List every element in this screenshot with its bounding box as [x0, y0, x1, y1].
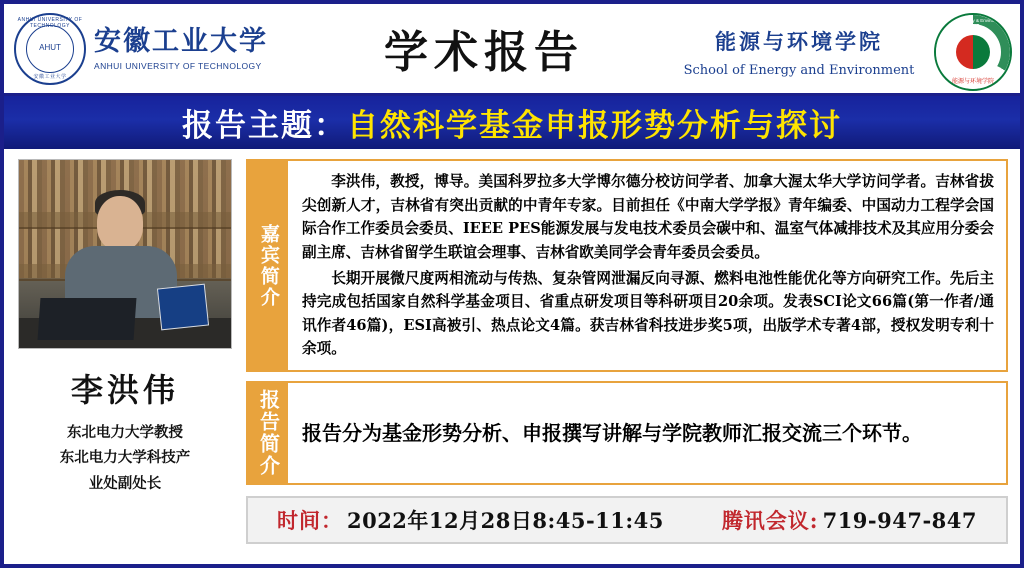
poster-body	[4, 151, 1020, 561]
speaker-column	[14, 159, 236, 561]
report-intro-section	[246, 381, 1008, 485]
school-seal-icon	[934, 13, 1012, 91]
school-seal-ring-cn: 能源与环境学院	[951, 79, 994, 85]
seal-ring-top-text: ANHUI UNIVERSITY OF TECHNOLOGY	[17, 16, 83, 29]
topic-label: 报告主题：	[182, 108, 347, 144]
school-name-en: School of Energy and Environment	[683, 63, 915, 78]
taiji-icon	[956, 35, 990, 69]
speaker-name: 李洪伟	[70, 371, 179, 409]
speaker-title-line: 业处副处长	[88, 475, 162, 492]
meeting-id-group	[722, 505, 977, 535]
school-logo-group	[934, 13, 1008, 87]
guest-bio-paragraph: 李洪伟，教授，博导。美国科罗拉多大学博尔德分校访问学者、加拿大渥太华大学访问学者。吉林省拔尖创新人才，吉林省有突出贡献的中青年专家。目前担任《中南大学学报》青年编委、中国动力工程学会国际合作工作委员会委员、IEEE PES能源发展与发电技术委员会碳中和、温室气体减排技术及其应用分委会副主席、吉林省留学生联谊会理事、吉林省欧美同学会青年委员会委员。	[302, 173, 994, 261]
guest-bio-tab-label: 嘉宾简介	[257, 223, 280, 308]
poster-header	[4, 4, 1020, 96]
speaker-photo	[18, 159, 232, 349]
speaker-titles	[60, 421, 191, 497]
school-seal-ring-en: School of Energy & Environment AHUT	[940, 18, 1006, 28]
event-footer	[246, 496, 1008, 544]
report-intro-tab-label: 报告简介	[256, 389, 281, 478]
university-logo-group	[14, 13, 268, 85]
guest-bio-paragraph: 长期开展微尺度两相流动与传热、复杂管网泄漏反向寻源、燃料电池性能优化等方向研究工作。先后主持完成包括国家自然科学基金项目、省重点研发项目等科研项目20余项。发表SCI论文66篇(第一作者/通讯作者46篇)，ESI高被引、热点论文4篇。获吉林省科技进步奖5项，出版学术专著4部，授权发明专利十余项。	[302, 269, 994, 358]
event-time-group	[277, 505, 664, 535]
report-intro-tab	[248, 383, 288, 483]
university-name-block	[94, 26, 268, 70]
school-name-cn: 能源与环境学院	[715, 29, 883, 54]
topic-banner	[4, 96, 1020, 151]
book-on-desk	[157, 284, 209, 331]
university-name-en: ANHUI UNIVERSITY OF TECHNOLOGY	[94, 60, 262, 71]
university-name-cn: 安徽工业大学	[94, 26, 268, 58]
seal-inner-mark: AHUT	[26, 25, 74, 73]
meeting-label: 腾讯会议:	[721, 508, 819, 534]
university-seal-icon	[14, 13, 86, 85]
guest-bio-tab	[248, 161, 288, 370]
seal-ring-bottom-text: 安徽工业大学	[33, 73, 67, 80]
page-title: 学术报告	[384, 27, 584, 78]
guest-bio-body	[288, 161, 1006, 370]
school-name-block	[674, 26, 924, 78]
speaker-title-line: 东北电力大学科技产	[59, 450, 191, 467]
event-time-value: 2022年12月28日8:45-11:45	[346, 508, 664, 534]
report-intro-text: 报告分为基金形势分析、申报撰写讲解与学院教师汇报交流三个环节。	[302, 421, 922, 446]
speaker-head	[97, 196, 143, 250]
meeting-id-value: 719-947-847	[822, 508, 978, 534]
guest-bio-section	[246, 159, 1008, 372]
event-time-label: 时间：	[276, 508, 343, 534]
speaker-title-line: 东北电力大学教授	[67, 425, 183, 441]
laptop-icon	[38, 298, 137, 340]
report-intro-body	[288, 383, 1006, 483]
topic-value: 自然科学基金申报形势分析与探讨	[347, 108, 842, 144]
content-column	[246, 159, 1010, 561]
